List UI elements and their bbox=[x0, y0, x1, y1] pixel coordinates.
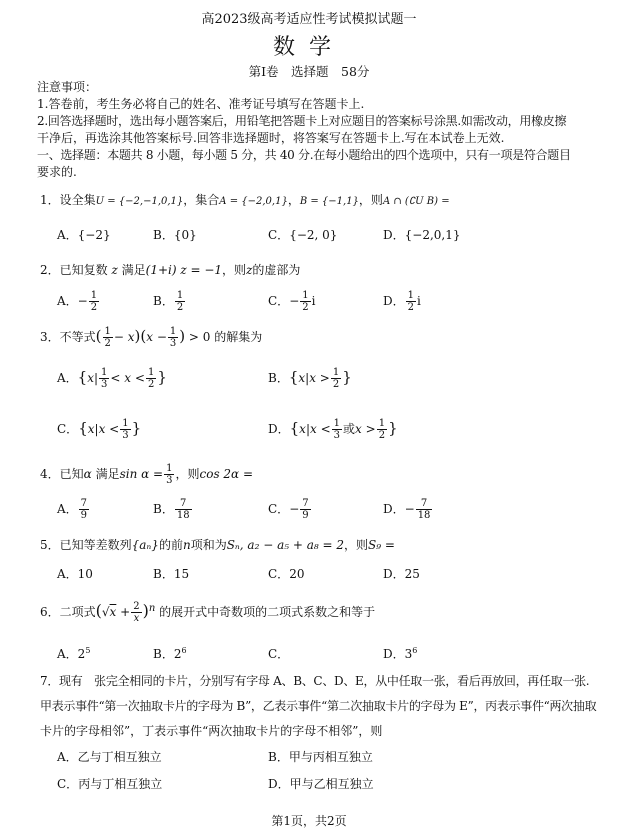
q6-option-b: B．$2^6$ bbox=[153, 646, 187, 661]
q5-option-c: C．20 bbox=[268, 567, 305, 581]
q1-expression: A ∩ (∁U B) = bbox=[382, 196, 450, 207]
question-6: 6．二项式(√x + $\frac{2}{x}$ )$^n$ 的展开式中奇数项的二项式系数之和等于 bbox=[40, 601, 376, 624]
q1-option-c: C．{−2, 0} bbox=[268, 228, 338, 242]
q4-option-a: A． $\frac{7}{9}$ bbox=[57, 498, 88, 521]
q1-option-a: A．{−2} bbox=[57, 228, 111, 242]
q1-set-a: A = {−2,0,1} bbox=[219, 196, 288, 207]
question-2: 2．已知复数 z 满足(1+i) z = −1，则z的虚部为 bbox=[40, 263, 301, 277]
note-2-line-2: 干净后，再选涂其他答案标号.回答非选择题时，将答案写在答题卡上.写在本试卷上无效. bbox=[37, 131, 505, 145]
question-7-line-3: 卡片的字母相邻”，丁表示事件“两次抽取卡片的字母不相邻”，则 bbox=[40, 724, 383, 738]
q2-option-d: D． $\frac{1}{2}$ i bbox=[383, 290, 421, 313]
q7-option-b: B．甲与丙相互独立 bbox=[268, 750, 373, 764]
q1-option-d: D．{−2,0,1} bbox=[383, 228, 461, 242]
q1-universal-set: U = {−2,−1,0,1} bbox=[95, 196, 184, 207]
q4-option-c: C．− $\frac{7}{9}$ bbox=[268, 498, 309, 521]
q7-option-c: C．丙与丁相互独立 bbox=[57, 777, 163, 791]
question-7-line-1: 7．现有 张完全相同的卡片，分别写有字母 A、B、C、D、E，从中任取一张，看后再放回，再任取一张. bbox=[40, 674, 590, 688]
q7-option-a: A．乙与丁相互独立 bbox=[57, 750, 162, 764]
q5-option-d: D．25 bbox=[383, 567, 420, 581]
q1-prefix: 1．设全集 bbox=[40, 193, 96, 207]
q2-option-a: A．− $\frac{1}{2}$ bbox=[57, 290, 98, 313]
q1-option-b: B．{0} bbox=[153, 228, 197, 242]
q4-option-d: D．− $\frac{7}{18}$ bbox=[383, 498, 431, 521]
part-one-instruction-line-2: 要求的. bbox=[37, 165, 77, 179]
question-7-line-2: 甲表示事件“第一次抽取卡片的字母为 B”，乙表示事件“第二次抽取卡片的字母为 E”，丙表示事件“两次抽取 bbox=[40, 699, 597, 713]
note-1: 1.答卷前，考生务必将自己的姓名、准考证号填写在答题卡上. bbox=[37, 97, 365, 111]
note-2-line-1: 2.回答选择题时，选出每小题答案后，用铅笔把答题卡上对应题目的答案标号涂黑.如需改动，用橡皮擦 bbox=[37, 114, 567, 128]
q4-option-b: B． $\frac{7}{18}$ bbox=[153, 498, 190, 521]
question-1: 1．设全集U = {−2,−1,0,1}，集合A = {−2,0,1}，B = {−1,1}，则A ∩ (∁U B) = bbox=[40, 193, 450, 207]
q1-set-b: B = {−1,1} bbox=[299, 196, 359, 207]
subject-title: 数学 bbox=[272, 35, 345, 60]
q5-option-b: B．15 bbox=[153, 567, 190, 581]
section-title: 第Ⅰ卷 选择题 58分 bbox=[248, 64, 370, 79]
q7-option-d: D．甲与乙相互独立 bbox=[268, 777, 374, 791]
notes-title: 注意事项： bbox=[37, 80, 98, 94]
q5-option-a: A．10 bbox=[57, 567, 93, 581]
q3-option-b: B．{x|x > $\frac{1}{2}$ } bbox=[268, 367, 352, 390]
q2-option-c: C．− $\frac{1}{2}$ i bbox=[268, 290, 316, 313]
q3-option-a: A．{x| $\frac{1}{3}$ < x < $\frac{1}{2}$ } bbox=[57, 367, 167, 390]
q3-option-d: D．{x|x < $\frac{1}{3}$ 或x > $\frac{1}{2}$ } bbox=[268, 418, 398, 441]
part-one-instruction-line-1: 一、选择题：本题共 8 小题，每小题 5 分，共 40 分.在每小题给出的四个选项中，只有一项是符合题目 bbox=[37, 148, 571, 162]
question-4: 4．已知α 满足sin α = $\frac{1}{3}$ ，则cos 2α = bbox=[40, 463, 254, 486]
q1-text-then: ，则 bbox=[358, 193, 383, 207]
q2-option-b: B． $\frac{1}{2}$ bbox=[153, 290, 184, 313]
page-footer: 第1页，共2页 bbox=[271, 814, 347, 828]
q6-option-d: D．$3^6$ bbox=[383, 646, 418, 661]
question-5: 5．已知等差数列{aₙ}的前n项和为Sₙ, a₂ − a₅ + a₈ = 2，则S₉ = bbox=[40, 538, 395, 552]
q6-option-c: C． bbox=[268, 647, 290, 661]
q6-option-a: A．$2^5$ bbox=[57, 646, 91, 661]
q3-option-c: C．{x|x < $\frac{1}{3}$ } bbox=[57, 418, 142, 441]
question-3: 3．不等式( $\frac{1}{2}$ − x)(x − $\frac{1}{3}$ ) > 0 的解集为 bbox=[40, 326, 263, 349]
q1-text-set: ，集合 bbox=[183, 193, 220, 207]
exam-title: 高2023级高考适应性考试模拟试题一 bbox=[201, 12, 417, 27]
